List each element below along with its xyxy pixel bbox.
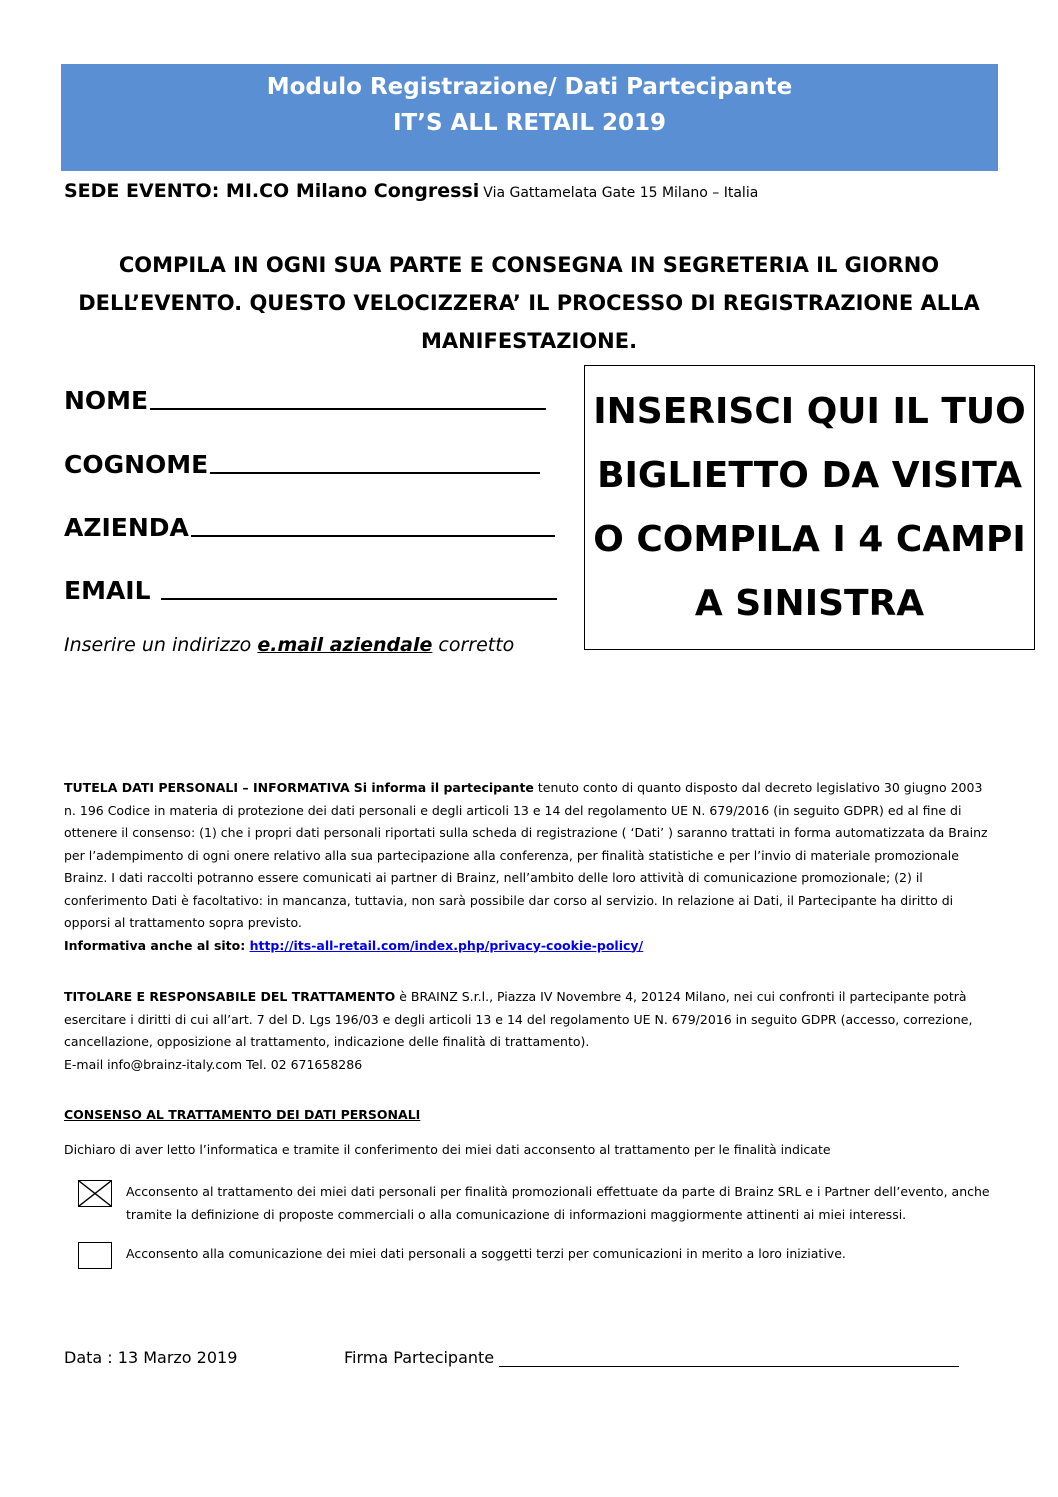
privacy-site-label: Informativa anche al sito:: [64, 937, 250, 953]
consent-thirdparty-text: Acconsento alla comunicazione dei miei dati personali a soggetti terzi per comunicazioni in merito a loro iniziative.: [126, 1246, 846, 1261]
title-banner: [61, 64, 998, 171]
hint-text: Inserire un indirizzo: [64, 634, 258, 656]
checked-x-icon: [79, 1181, 111, 1206]
privacy-heading: TUTELA DATI PERSONALI – INFORMATIVA: [64, 780, 350, 795]
instructions-line: DELL’EVENTO. QUESTO VELOCIZZERA’ IL PROCESSO DI REGISTRAZIONE ALLA: [78, 291, 980, 315]
date: Data : 13 Marzo 2019: [64, 1348, 238, 1367]
consent-title: CONSENSO AL TRATTAMENTO DEI DATI PERSONALI: [64, 1107, 421, 1122]
instructions-line: COMPILA IN OGNI SUA PARTE E CONSEGNA IN SEGRETERIA IL GIORNO: [118, 253, 940, 277]
business-card-box: [584, 365, 1035, 650]
hint-text: corretto: [432, 634, 515, 656]
venue-address: Via Gattamelata Gate 15 Milano – Italia: [483, 185, 759, 201]
event-title: IT’S ALL RETAIL 2019: [392, 110, 667, 136]
controller-contact: E-mail info@brainz-italy.com Tel. 02 671658286: [64, 1056, 363, 1072]
venue-line: [64, 180, 758, 202]
controller-heading: TITOLARE E RESPONSABILE DEL TRATTAMENTO: [64, 989, 396, 1004]
card-box-line: INSERISCI QUI IL TUO: [593, 390, 1026, 432]
instructions: [64, 246, 994, 360]
company-label: AZIENDA: [64, 513, 189, 542]
email-hint: [64, 634, 514, 656]
hint-emphasis: e.mail aziendale: [257, 634, 433, 656]
consent-thirdparty-checkbox[interactable]: [78, 1242, 112, 1269]
form-title: Modulo Registrazione/ Dati Partecipante: [266, 74, 793, 100]
privacy-lead: Si informa il partecipante: [353, 780, 534, 795]
surname-field[interactable]: [64, 450, 540, 479]
signature-line[interactable]: [499, 1366, 959, 1367]
surname-line[interactable]: [210, 452, 540, 474]
company-line[interactable]: [191, 515, 555, 537]
card-box-line: A SINISTRA: [694, 582, 925, 624]
name-field[interactable]: [64, 386, 546, 415]
card-box-line: BIGLIETTO DA VISITA: [597, 454, 1022, 496]
consent-promo-text: Acconsento al trattamento dei miei dati personali per finalità promozionali effettuate da parte di Brainz SRL e i Partner dell’evento, anche tramite la definizione di proposte commerciali o alla comunicazione di informazioni maggiormente attinenti ai miei interessi.: [126, 1184, 990, 1222]
privacy-text: tenuto conto di quanto disposto dal decreto legislativo 30 giugno 2003 n. 196 Codice in materia di protezione dei dati personali e degli articoli 13 e 14 del regolamento UE N. 679/2016 (in seguito GDPR) ed al fine di ottenere il consenso: [64, 780, 983, 840]
consent-declaration: Dichiaro di aver letto l’informatica e tramite il conferimento dei miei dati acconsento al trattamento per le finalità indicate: [64, 1142, 831, 1157]
email-field[interactable]: [64, 576, 557, 605]
privacy-notice: [64, 777, 996, 957]
controller-text: è BRAINZ S.r.l., Piazza IV Novembre 4, 20124 Milano, nei cui confronti il partecipante potrà esercitare i diritti di cui all’art. 7 del D. Lgs 196/03 e degli articoli 13 e 14 del regolamento UE N. 679/2016 in seguito GDPR (accesso, correzione, cancellazione, opposizione al trattamento, indicazione delle finalità di trattamento).: [64, 989, 973, 1049]
company-field[interactable]: [64, 513, 555, 542]
privacy-text: : (1) che i propri dati personali riportati sulla scheda di registrazione ( ‘Dati’ ) saranno trattati in forma automatizzata da Brainz per l’adempimento di ogni onere relativo alla sua partecipazione alla conferenza, per finalità statistiche e per l’invio di materiale promozionale Brainz. I dati raccolti potranno essere comunicati ai partner di Brainz, nell’ambito delle loro attività di comunicazione promozionale; (2) il conferimento Dati è facoltativo: in mancanza, tuttavia, non sarà possibile dar corso al servizio. In relazione ai Dati, il Partecipante ha diritto di opporsi al trattamento sopra previsto.: [64, 825, 988, 930]
email-label: EMAIL: [64, 576, 151, 605]
privacy-policy-link[interactable]: http://its-all-retail.com/index.php/privacy-cookie-policy/: [249, 937, 644, 953]
email-line[interactable]: [161, 578, 557, 600]
card-box-line: O COMPILA I 4 CAMPI: [593, 518, 1026, 560]
controller-notice: [64, 986, 996, 1076]
name-label: NOME: [64, 386, 149, 415]
consent-promo-checkbox[interactable]: [78, 1180, 112, 1207]
venue-label: SEDE EVENTO: MI.CO Milano Congressi: [64, 180, 480, 202]
surname-label: COGNOME: [64, 450, 209, 479]
name-line[interactable]: [150, 388, 546, 410]
signature-label: Firma Partecipante: [344, 1348, 495, 1367]
instructions-line: MANIFESTAZIONE.: [420, 329, 638, 353]
